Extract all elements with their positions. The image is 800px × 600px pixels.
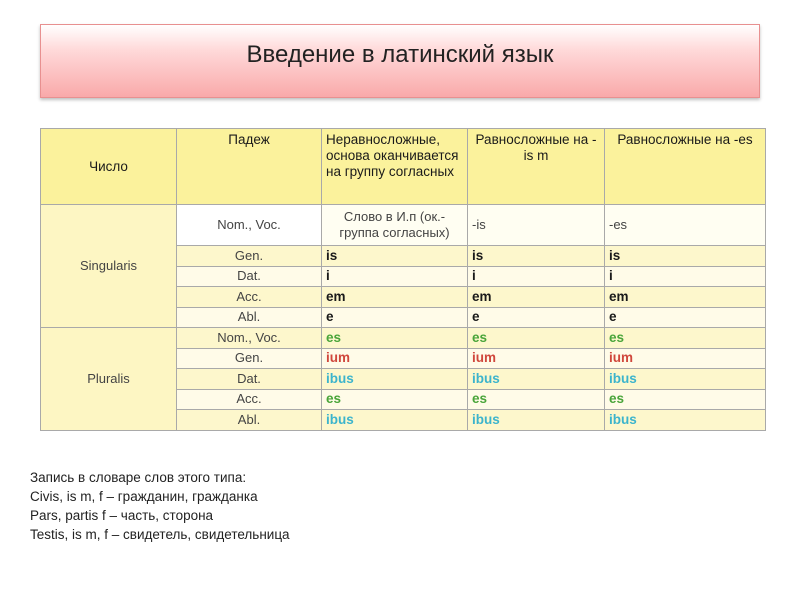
case-cell: Nom., Voc. — [177, 328, 322, 349]
declension-table — [40, 128, 766, 431]
table-row — [41, 205, 766, 246]
case-cell: Acc. — [177, 389, 322, 410]
ending-cell: e — [605, 307, 766, 328]
ending-cell: es — [468, 328, 605, 349]
notes-heading: Запись в словаре слов этого типа: — [30, 470, 247, 485]
ending-cell: -es — [605, 205, 766, 246]
slide-title: Введение в латинский язык — [246, 41, 554, 68]
notes-line: Testis, is m, f – свидетель, свидетельница — [30, 527, 290, 542]
group-pluralis: Pluralis — [41, 328, 177, 431]
case-cell: Abl. — [177, 410, 322, 431]
case-cell: Dat. — [177, 369, 322, 390]
ending-cell: is — [605, 246, 766, 267]
case-cell: Abl. — [177, 307, 322, 328]
ending-cell: ibus — [468, 369, 605, 390]
header-col3: Равносложные на -es — [605, 129, 766, 205]
ending-cell: -is — [468, 205, 605, 246]
ending-cell: e — [322, 307, 468, 328]
ending-cell: es — [468, 389, 605, 410]
ending-cell: es — [605, 328, 766, 349]
table-row — [41, 328, 766, 349]
ending-cell: em — [605, 287, 766, 308]
ending-cell: es — [322, 389, 468, 410]
header-col1: Неравносложные, основа оканчивается на группу согласных — [322, 129, 468, 205]
header-chislo: Число — [41, 129, 177, 205]
ending-cell: ibus — [322, 410, 468, 431]
ending-cell: e — [468, 307, 605, 328]
ending-cell: i — [468, 266, 605, 287]
ending-cell: ibus — [605, 410, 766, 431]
case-cell: Gen. — [177, 348, 322, 369]
ending-cell: ium — [605, 348, 766, 369]
notes-line: Pars, partis f – часть, сторона — [30, 508, 214, 523]
dictionary-notes — [30, 468, 290, 544]
ending-cell: es — [322, 328, 468, 349]
title-banner — [40, 24, 760, 98]
ending-cell: i — [605, 266, 766, 287]
notes-line: Civis, is m, f – гражданин, гражданка — [30, 489, 258, 504]
case-cell: Acc. — [177, 287, 322, 308]
ending-cell: ium — [322, 348, 468, 369]
ending-cell: ibus — [605, 369, 766, 390]
header-col2: Равносложные на -is m — [468, 129, 605, 205]
case-cell: Gen. — [177, 246, 322, 267]
ending-cell: es — [605, 389, 766, 410]
ending-cell: ibus — [322, 369, 468, 390]
ending-cell: is — [468, 246, 605, 267]
header-padezh: Падеж — [177, 129, 322, 205]
ending-cell: i — [322, 266, 468, 287]
ending-cell: em — [322, 287, 468, 308]
ending-cell: ibus — [468, 410, 605, 431]
ending-cell: Слово в И.п (ок.-группа согласных) — [322, 205, 468, 246]
ending-cell: em — [468, 287, 605, 308]
header-row — [41, 129, 766, 205]
ending-cell: is — [322, 246, 468, 267]
ending-cell: ium — [468, 348, 605, 369]
group-singularis: Singularis — [41, 205, 177, 328]
case-cell: Nom., Voc. — [177, 205, 322, 246]
case-cell: Dat. — [177, 266, 322, 287]
